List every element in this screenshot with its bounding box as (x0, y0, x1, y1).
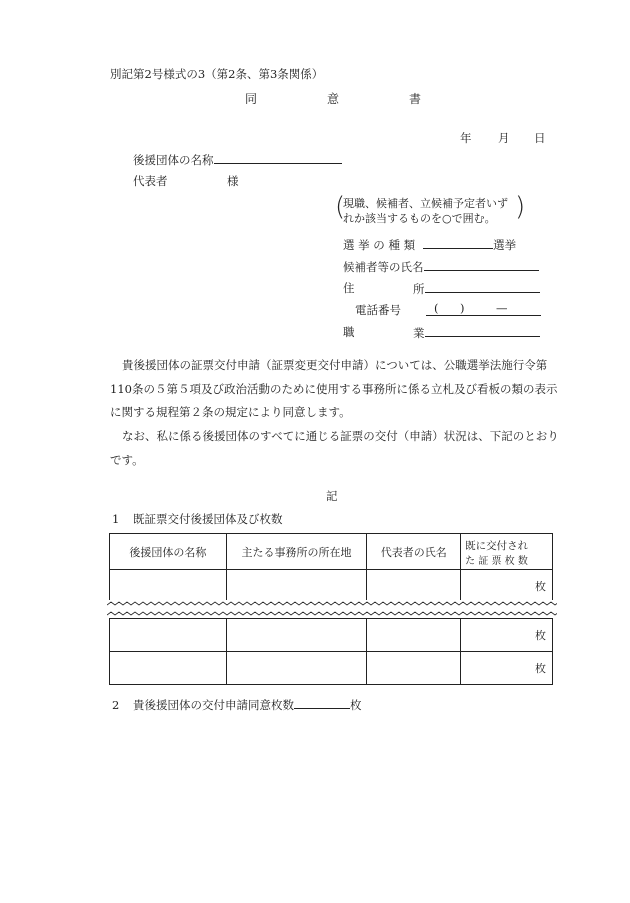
phone-dash: — (496, 301, 508, 315)
table-cell-count[interactable]: 枚 (461, 619, 553, 652)
header-org-name: 後援団体の名称 (110, 534, 227, 570)
phone-field[interactable] (426, 302, 541, 316)
issued-table-top (109, 533, 553, 607)
phone-paren-open: ( (434, 301, 439, 315)
table-cell-org[interactable] (110, 652, 227, 685)
section2-number: 2 (112, 698, 120, 712)
election-suffix: 選挙 (493, 238, 517, 252)
title-char-3: 書 (409, 92, 422, 106)
table-cell-org[interactable] (110, 619, 227, 652)
date-day: 日 (534, 131, 546, 145)
table-row (110, 652, 553, 685)
table-cell-address[interactable] (226, 619, 367, 652)
header-office-address: 主たる事務所の所在地 (226, 534, 367, 570)
address-label-2: 所 (413, 282, 425, 296)
candidate-name-label: 候補者等の氏名 (343, 260, 424, 274)
section2-row (112, 696, 361, 713)
candidate-note (343, 196, 508, 226)
date-year: 年 (460, 131, 472, 145)
table-header-row (110, 534, 553, 570)
header-issued-count (461, 534, 553, 570)
table-cell-count[interactable]: 枚 (461, 570, 553, 607)
org-name-label: 後援団体の名称 (133, 153, 214, 167)
section1-heading (112, 511, 282, 527)
recipient-org-row (133, 151, 342, 168)
note-right-paren: ) (515, 192, 526, 222)
address-field[interactable] (425, 280, 540, 293)
table-cell-address[interactable] (226, 652, 367, 685)
section2-unit: 枚 (349, 698, 362, 712)
candidate-note-line1: 現職、候補者、立候補予定者いず (343, 197, 508, 210)
election-type-row (343, 236, 516, 253)
honorific: 様 (227, 174, 239, 188)
section1-number: 1 (112, 512, 120, 526)
occupation-row (413, 324, 540, 341)
header-rep-name: 代表者の氏名 (367, 534, 461, 570)
table-cell-rep[interactable] (367, 619, 461, 652)
occupation-label-1: 職 (343, 325, 355, 339)
header-issued-count-line1: 既に交付され (465, 540, 529, 552)
section2-count-field[interactable] (294, 696, 350, 709)
title-char-2: 意 (327, 92, 340, 106)
rep-label: 代表者 (133, 174, 168, 188)
table-cell-count[interactable]: 枚 (461, 652, 553, 685)
form-label: 別記第2号様式の3（第2条、第3条関係） (110, 67, 324, 81)
phone-paren-close: ) (460, 301, 465, 315)
phone-label: 電話番号 (355, 303, 401, 317)
table-cell-rep[interactable] (367, 652, 461, 685)
date-month: 月 (498, 131, 510, 145)
body-paragraph-1: 貴後援団体の証票交付申請（証票変更交付申請）については、公職選挙法施行令第110条の５第５項及び政治活動のために使用する事務所に係る立札及び看板の類の表示に関する規程第２条の規定により同意します。 (110, 358, 558, 419)
issued-table-bottom (109, 618, 553, 685)
election-type-label: 選 挙 の 種 類 (343, 238, 416, 252)
address-label-1: 住 (343, 281, 355, 295)
ki-label: 記 (326, 489, 338, 503)
table-row (110, 619, 553, 652)
header-issued-count-line2: た 証 票 枚 数 (465, 556, 528, 567)
body-paragraph-2: なお、私に係る後援団体のすべてに通じる証票の交付（申請）状況は、下記のとおりです。 (110, 429, 559, 467)
address-row (413, 280, 540, 297)
title-char-1: 同 (245, 92, 258, 106)
candidate-note-line2: れか該当するものを○で囲む。 (343, 212, 496, 225)
election-type-field[interactable] (423, 236, 493, 249)
org-name-field[interactable] (214, 151, 342, 164)
table-break-wave (107, 600, 557, 620)
candidate-name-field[interactable] (424, 258, 539, 271)
occupation-label-2: 業 (413, 326, 425, 340)
candidate-name-row (343, 258, 539, 275)
note-left-paren: ( (335, 192, 346, 222)
section2-title: 貴後援団体の交付申請同意枚数 (132, 698, 294, 712)
section1-title: 既証票交付後援団体及び枚数 (132, 512, 283, 526)
occupation-field[interactable] (425, 324, 540, 337)
